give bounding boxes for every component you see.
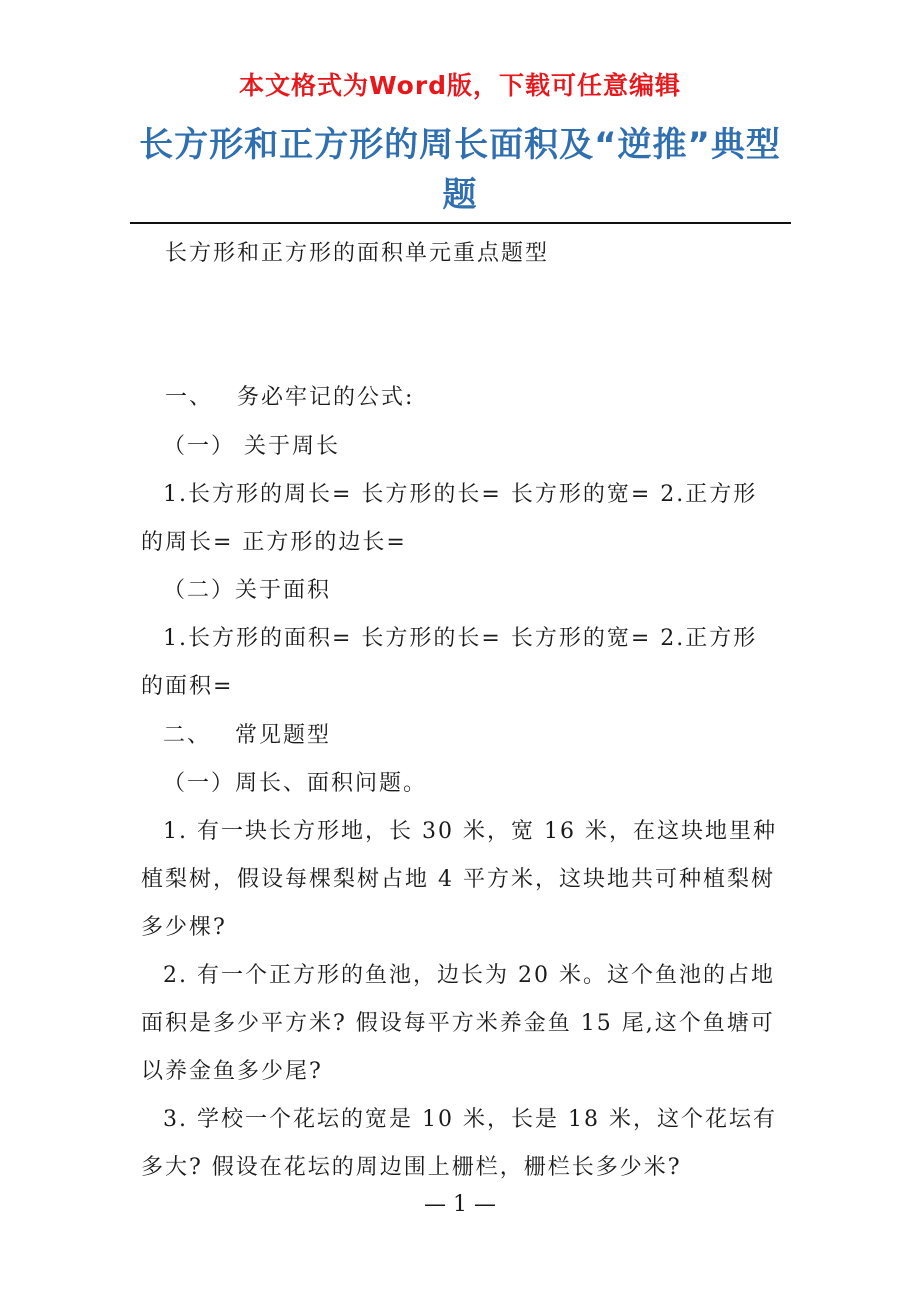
perimeter-formulas: 1.长方形的周长= 长方形的长= 长方形的宽= 2.正方形的周长= 正方形的边长= — [141, 482, 758, 555]
subheading-area: （二）关于面积 — [163, 578, 332, 603]
problems-block — [141, 712, 781, 1192]
format-notice: 本文格式为Word版，下载可任意编辑 — [238, 71, 682, 100]
section-title: 常见题型 — [235, 723, 332, 748]
page-number: — 1 — — [424, 1192, 496, 1217]
section-number: 二、 — [163, 723, 212, 748]
question-2: 2. 有一个正方形的鱼池，边长为 20 米。这个鱼池的占地面积是多少平方米? 假设每平方米养金鱼 15 尾,这个鱼塘可以养金鱼多少尾? — [141, 963, 775, 1084]
section-heading-problems — [141, 712, 781, 760]
document-subtitle: 长方形和正方形的面积单元重点题型 — [165, 241, 550, 266]
subheading-perimeter: （一） 关于周长 — [163, 434, 340, 459]
area-formulas: 1.长方形的面积= 长方形的长= 长方形的宽= 2.正方形的面积= — [141, 626, 758, 699]
section-title: 务必牢记的公式: — [237, 385, 415, 410]
formulas-block — [141, 423, 781, 711]
question-1: 1. 有一块长方形地，长 30 米，宽 16 米，在这块地里种植梨树，假设每棵梨树占地 4 平方米，这块地共可种植梨树多少棵? — [141, 819, 777, 940]
section-heading-formulas — [165, 378, 414, 418]
question-3: 3. 学校一个花坛的宽是 10 米，长是 18 米，这个花坛有多大? 假设在花坛的周边围上栅栏，栅栏长多少米? — [141, 1107, 777, 1180]
document-title: 长方形和正方形的周长面积及“逆推”典型题 — [139, 125, 781, 215]
section-number: 一、 — [165, 385, 214, 410]
title-divider — [130, 222, 791, 224]
subheading-perimeter-area: （一）周长、面积问题。 — [163, 771, 428, 796]
